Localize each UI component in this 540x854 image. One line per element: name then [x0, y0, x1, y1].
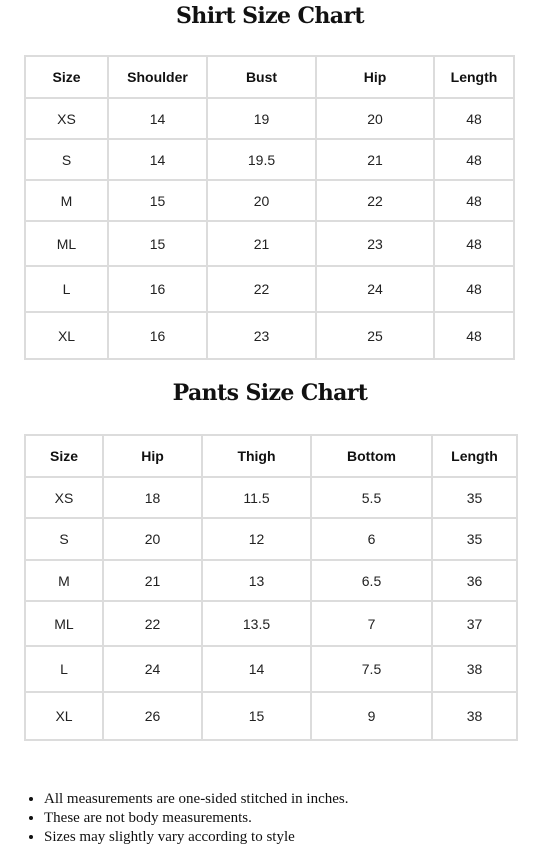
- length-cell: 38: [432, 646, 517, 692]
- bottom-cell: 6: [311, 518, 432, 560]
- table-row: [25, 692, 517, 740]
- length-cell: 37: [432, 601, 517, 646]
- column-header-hip: Hip: [316, 56, 434, 98]
- table-row: [25, 98, 514, 139]
- length-cell: 48: [434, 312, 514, 359]
- size-cell: S: [25, 139, 108, 180]
- bottom-cell: 7.5: [311, 646, 432, 692]
- shoulder-cell: 15: [108, 221, 207, 266]
- size-cell: M: [25, 180, 108, 221]
- column-header-size: Size: [25, 56, 108, 98]
- hip-cell: 21: [103, 560, 202, 601]
- shoulder-cell: 16: [108, 266, 207, 312]
- length-cell: 48: [434, 139, 514, 180]
- list-item: • These are not body measurements.: [44, 809, 349, 828]
- hip-cell: 22: [103, 601, 202, 646]
- column-header-length: Length: [434, 56, 514, 98]
- thigh-cell: 14: [202, 646, 311, 692]
- size-cell: S: [25, 518, 103, 560]
- bust-cell: 22: [207, 266, 316, 312]
- table-row: [25, 266, 514, 312]
- shoulder-cell: 14: [108, 139, 207, 180]
- length-cell: 36: [432, 560, 517, 601]
- column-header-shoulder: Shoulder: [108, 56, 207, 98]
- table-header-row: [25, 435, 517, 477]
- thigh-cell: 15: [202, 692, 311, 740]
- hip-cell: 20: [103, 518, 202, 560]
- pants-chart-title: Pants Size Chart: [172, 380, 368, 406]
- bust-cell: 20: [207, 180, 316, 221]
- hip-cell: 23: [316, 221, 434, 266]
- length-cell: 48: [434, 221, 514, 266]
- size-cell: L: [25, 266, 108, 312]
- hip-cell: 20: [316, 98, 434, 139]
- shirt-chart-title: Shirt Size Chart: [176, 3, 364, 29]
- column-header-length: Length: [432, 435, 517, 477]
- column-header-bottom: Bottom: [311, 435, 432, 477]
- table-row: [25, 139, 514, 180]
- bottom-cell: 9: [311, 692, 432, 740]
- length-cell: 38: [432, 692, 517, 740]
- list-item: • Sizes may slightly vary according to style: [44, 828, 349, 847]
- shirt-size-table: [24, 55, 515, 360]
- thigh-cell: 13: [202, 560, 311, 601]
- list-item: • All measurements are one-sided stitched in inches.: [44, 790, 349, 809]
- bust-cell: 19.5: [207, 139, 316, 180]
- size-cell: XS: [25, 98, 108, 139]
- hip-cell: 26: [103, 692, 202, 740]
- table-row: [25, 518, 517, 560]
- length-cell: 48: [434, 180, 514, 221]
- measurement-notes: [22, 790, 349, 847]
- bust-cell: 23: [207, 312, 316, 359]
- size-cell: XL: [25, 692, 103, 740]
- shoulder-cell: 14: [108, 98, 207, 139]
- length-cell: 48: [434, 266, 514, 312]
- column-header-bust: Bust: [207, 56, 316, 98]
- size-cell: XS: [25, 477, 103, 518]
- size-cell: XL: [25, 312, 108, 359]
- table-row: [25, 312, 514, 359]
- bust-cell: 21: [207, 221, 316, 266]
- table-row: [25, 180, 514, 221]
- size-cell: L: [25, 646, 103, 692]
- size-cell: M: [25, 560, 103, 601]
- pants-size-table: [24, 434, 518, 741]
- table-row: [25, 221, 514, 266]
- hip-cell: 21: [316, 139, 434, 180]
- table-row: [25, 601, 517, 646]
- column-header-thigh: Thigh: [202, 435, 311, 477]
- bottom-cell: 7: [311, 601, 432, 646]
- hip-cell: 25: [316, 312, 434, 359]
- thigh-cell: 11.5: [202, 477, 311, 518]
- table-row: [25, 477, 517, 518]
- size-cell: ML: [25, 221, 108, 266]
- table-header-row: [25, 56, 514, 98]
- bust-cell: 19: [207, 98, 316, 139]
- bottom-cell: 6.5: [311, 560, 432, 601]
- column-header-hip: Hip: [103, 435, 202, 477]
- shoulder-cell: 15: [108, 180, 207, 221]
- hip-cell: 22: [316, 180, 434, 221]
- size-cell: ML: [25, 601, 103, 646]
- thigh-cell: 12: [202, 518, 311, 560]
- column-header-size: Size: [25, 435, 103, 477]
- bottom-cell: 5.5: [311, 477, 432, 518]
- length-cell: 35: [432, 518, 517, 560]
- shoulder-cell: 16: [108, 312, 207, 359]
- table-row: [25, 560, 517, 601]
- length-cell: 48: [434, 98, 514, 139]
- thigh-cell: 13.5: [202, 601, 311, 646]
- length-cell: 35: [432, 477, 517, 518]
- hip-cell: 18: [103, 477, 202, 518]
- table-row: [25, 646, 517, 692]
- hip-cell: 24: [103, 646, 202, 692]
- hip-cell: 24: [316, 266, 434, 312]
